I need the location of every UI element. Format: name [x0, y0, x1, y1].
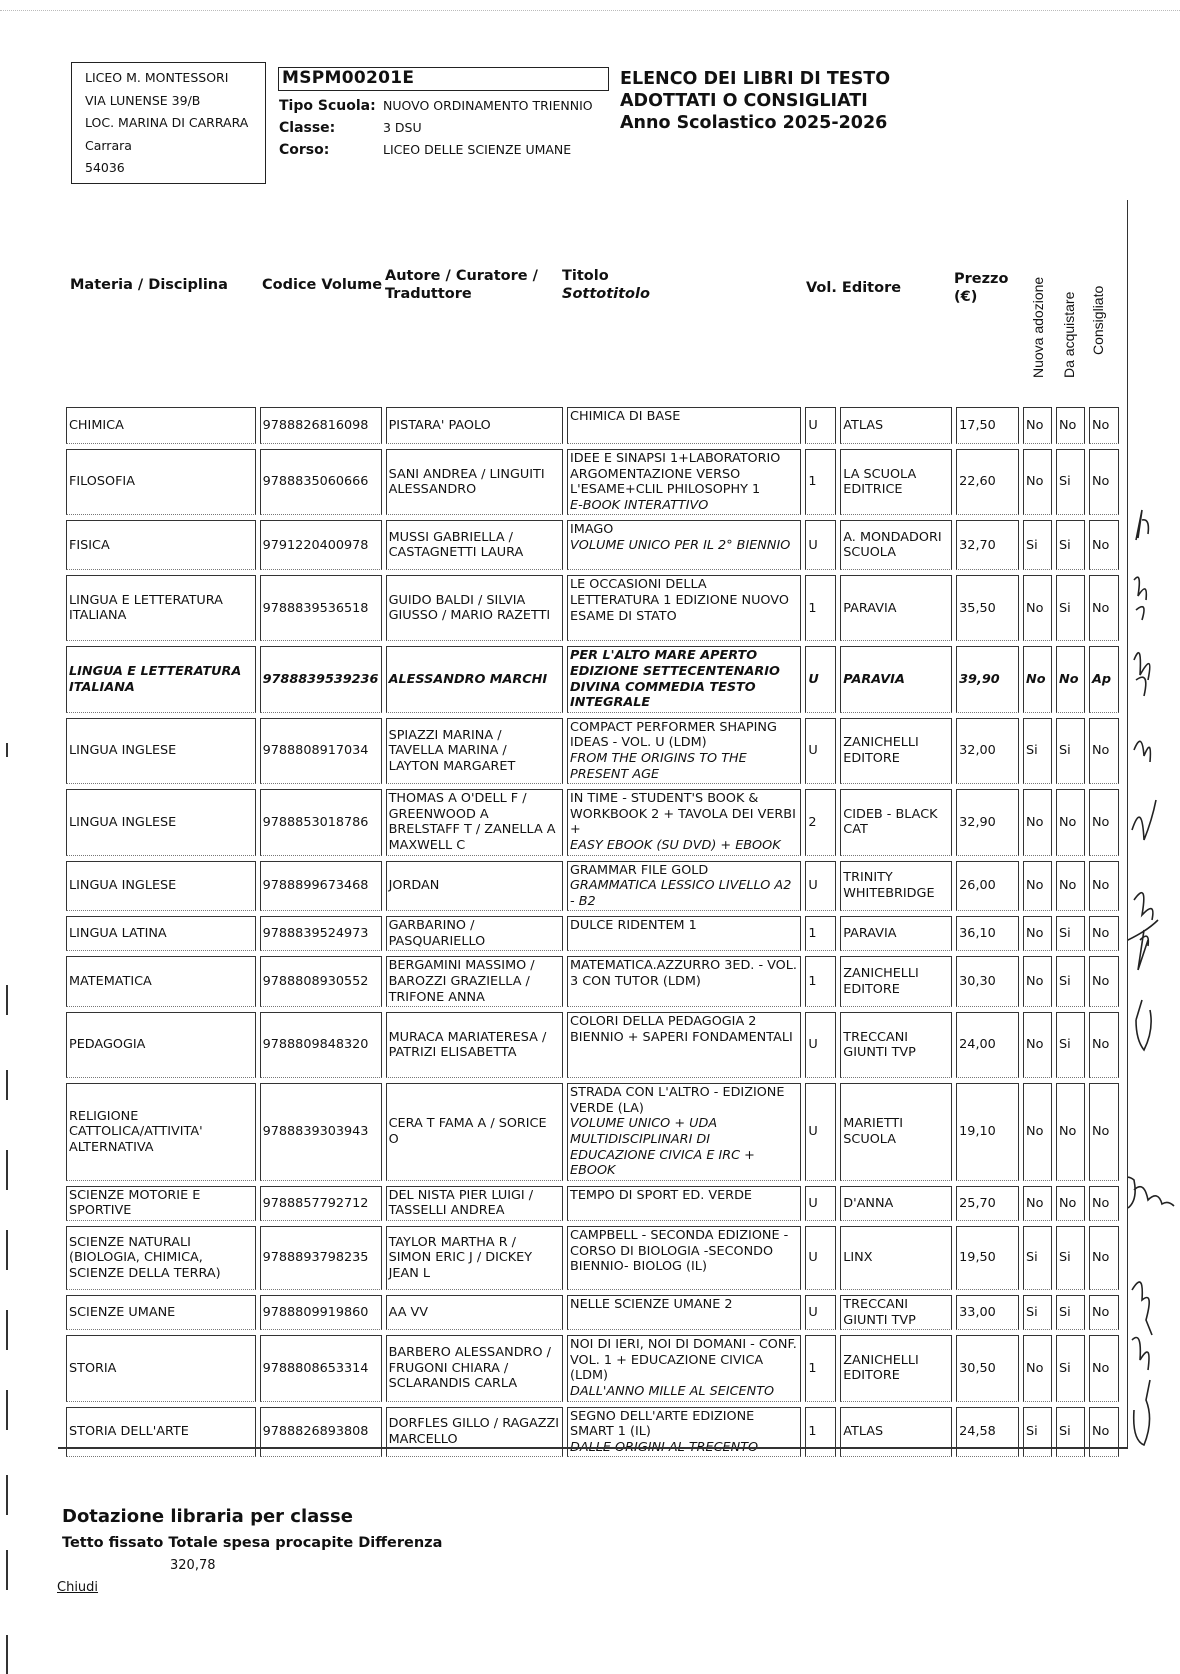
- cell-codice: 9788839539236: [260, 646, 382, 712]
- cell-editore: TRINITY WHITEBRIDGE: [840, 861, 952, 912]
- scan-margin-mark: [6, 1070, 8, 1100]
- cell-prezzo: 24,00: [956, 1012, 1019, 1078]
- cell-titolo: [567, 646, 801, 712]
- cell-vol: 1: [805, 1335, 836, 1401]
- cell-da-acquistare: Si: [1056, 1226, 1085, 1290]
- cell-consigliato: No: [1089, 1186, 1119, 1221]
- book-subtitle: DALLE ORIGINI AL TRECENTO: [570, 1439, 759, 1455]
- school-city: Carrara: [85, 137, 132, 153]
- cell-consigliato: No: [1089, 1083, 1119, 1181]
- header-prezzo: [954, 270, 1008, 306]
- book-title: PER L'ALTO MARE APERTO EDIZIONE SETTECENTENARIO DIVINA COMMEDIA TESTO INTEGRALE: [570, 648, 780, 711]
- cell-materia: STORIA: [66, 1335, 256, 1401]
- meta-tipo-scuola: [279, 95, 593, 117]
- book-subtitle: VOLUME UNICO + UDA MULTIDISCIPLINARI DI EDUCAZIONE CIVICA E IRC + EBOOK: [570, 1116, 755, 1179]
- cell-materia: STORIA DELL'ARTE: [66, 1407, 256, 1458]
- table-row: [66, 1335, 1119, 1401]
- cell-consigliato: No: [1089, 789, 1119, 855]
- cell-autore: AA VV: [386, 1295, 563, 1330]
- signature-mark: [1132, 1338, 1149, 1371]
- cell-da-acquistare: Si: [1056, 916, 1085, 951]
- cell-autore: SANI ANDREA / LINGUITI ALESSANDRO: [386, 449, 563, 515]
- cell-vol: U: [805, 1295, 836, 1330]
- scan-margin-mark: [6, 1390, 8, 1430]
- cell-codice: 9788826893808: [260, 1407, 382, 1458]
- cell-prezzo: 24,58: [956, 1407, 1019, 1458]
- cell-codice: 9788857792712: [260, 1186, 382, 1221]
- title-line-3: Anno Scolastico 2025-2026: [620, 113, 888, 133]
- cell-editore: TRECCANI GIUNTI TVP: [840, 1012, 952, 1078]
- cell-prezzo: 36,10: [956, 916, 1019, 951]
- cell-titolo: [567, 789, 801, 855]
- cell-autore: PISTARA' PAOLO: [386, 407, 563, 444]
- cell-editore: A. MONDADORI SCUOLA: [840, 520, 952, 570]
- cell-editore: ATLAS: [840, 1407, 952, 1458]
- cell-consigliato: No: [1089, 520, 1119, 570]
- scan-margin-mark: [6, 1550, 8, 1590]
- cell-da-acquistare: No: [1056, 1186, 1085, 1221]
- cell-da-acquistare: No: [1056, 646, 1085, 712]
- header-consigliato: Consigliato: [1090, 285, 1106, 355]
- cell-editore: PARAVIA: [840, 646, 952, 712]
- cell-nuova-adozione: Si: [1023, 1226, 1052, 1290]
- cell-da-acquistare: Si: [1056, 718, 1085, 784]
- table-row: [66, 1407, 1119, 1458]
- cell-editore: LA SCUOLA EDITRICE: [840, 449, 952, 515]
- cell-vol: 1: [805, 1407, 836, 1458]
- cell-consigliato: No: [1089, 1012, 1119, 1078]
- cell-editore: PARAVIA: [840, 575, 952, 641]
- school-locality: LOC. MARINA DI CARRARA: [85, 115, 249, 130]
- cell-materia: LINGUA INGLESE: [66, 789, 256, 855]
- cell-vol: U: [805, 1012, 836, 1078]
- cell-nuova-adozione: No: [1023, 1335, 1052, 1401]
- book-title: CAMPBELL - SECONDA EDIZIONE - CORSO DI BIOLOGIA -SECONDO BIENNIO- BIOLOG (IL): [570, 1228, 789, 1275]
- cell-materia: CHIMICA: [66, 407, 256, 444]
- cell-nuova-adozione: Si: [1023, 520, 1052, 570]
- cell-autore: GUIDO BALDI / SILVIA GIUSSO / MARIO RAZETTI: [386, 575, 563, 641]
- book-title: MATEMATICA.AZZURRO 3ED. - VOL. 3 CON TUTOR (LDM): [570, 958, 797, 990]
- cell-vol: 1: [805, 956, 836, 1007]
- cell-editore: ZANICHELLI EDITORE: [840, 718, 952, 784]
- cell-vol: U: [805, 1226, 836, 1290]
- book-title: COMPACT PERFORMER SHAPING IDEAS - VOL. U (LDM): [570, 719, 777, 751]
- signature-mark: [1136, 510, 1148, 540]
- cell-editore: CIDEB - BLACK CAT: [840, 789, 952, 855]
- cell-consigliato: No: [1089, 916, 1119, 951]
- table-row: [66, 646, 1119, 712]
- cell-vol: 1: [805, 449, 836, 515]
- cell-autore: CERA T FAMA A / SORICE O: [386, 1083, 563, 1181]
- cell-editore: ATLAS: [840, 407, 952, 444]
- cell-vol: U: [805, 718, 836, 784]
- scan-margin-mark: [6, 1230, 8, 1270]
- corso-label: Corso:: [279, 142, 330, 158]
- cell-titolo: [567, 916, 801, 951]
- cell-materia: PEDAGOGIA: [66, 1012, 256, 1078]
- meta-corso: [279, 139, 593, 161]
- table-row: [66, 789, 1119, 855]
- cell-nuova-adozione: No: [1023, 956, 1052, 1007]
- cell-vol: U: [805, 407, 836, 444]
- cell-consigliato: No: [1089, 575, 1119, 641]
- table-row: [66, 520, 1119, 570]
- cell-da-acquistare: Si: [1056, 1012, 1085, 1078]
- header-nuova-adozione: Nuova adozione: [1030, 276, 1046, 378]
- title-line-1: ELENCO DEI LIBRI DI TESTO: [620, 69, 891, 89]
- book-title: NOI DI IERI, NOI DI DOMANI - CONF. VOL. 1 + EDUCAZIONE CIVICA (LDM): [570, 1337, 797, 1384]
- cell-titolo: [567, 575, 801, 641]
- book-title: IDEE E SINAPSI 1+LABORATORIO ARGOMENTAZIONE VERSO L'ESAME+CLIL PHILOSOPHY 1: [570, 451, 781, 498]
- book-subtitle: EASY EBOOK (SU DVD) + EBOOK: [570, 837, 781, 853]
- cell-materia: SCIENZE NATURALI (BIOLOGIA, CHIMICA, SCIENZE DELLA TERRA): [66, 1226, 256, 1290]
- cell-autore: BARBERO ALESSANDRO / FRUGONI CHIARA / SCLARANDIS CARLA: [386, 1335, 563, 1401]
- cell-titolo: [567, 1335, 801, 1401]
- header-prezzo-label: Prezzo: [954, 271, 1009, 287]
- header-codice: Codice Volume: [262, 277, 383, 293]
- footer-totale-spesa: 320,78: [170, 1558, 216, 1573]
- cell-codice: 9788835060666: [260, 449, 382, 515]
- book-subtitle: GRAMMATICA LESSICO LIVELLO A2 - B2: [570, 878, 792, 909]
- cell-autore: DEL NISTA PIER LUIGI / TASSELLI ANDREA: [386, 1186, 563, 1221]
- signature-mark: [1134, 893, 1153, 920]
- signature-mark: [1134, 741, 1150, 762]
- cell-materia: LINGUA E LETTERATURA ITALIANA: [66, 646, 256, 712]
- cell-codice: 9788893798235: [260, 1226, 382, 1290]
- cell-consigliato: No: [1089, 956, 1119, 1007]
- cell-autore: MURACA MARIATERESA / PATRIZI ELISABETTA: [386, 1012, 563, 1078]
- cell-consigliato: No: [1089, 1335, 1119, 1401]
- book-title: STRADA CON L'ALTRO - EDIZIONE VERDE (LA): [570, 1085, 785, 1116]
- cell-vol: U: [805, 1186, 836, 1221]
- cell-prezzo: 32,70: [956, 520, 1019, 570]
- cell-prezzo: 35,50: [956, 575, 1019, 641]
- scan-margin-mark: [6, 1310, 8, 1350]
- cell-nuova-adozione: No: [1023, 407, 1052, 444]
- cell-materia: SCIENZE UMANE: [66, 1295, 256, 1330]
- school-address: VIA LUNENSE 39/B: [85, 92, 201, 108]
- signature-mark: [1132, 800, 1156, 840]
- cell-editore: ZANICHELLI EDITORE: [840, 1335, 952, 1401]
- school-address-box: [71, 62, 266, 184]
- cell-da-acquistare: Si: [1056, 1407, 1085, 1458]
- cell-materia: RELIGIONE CATTOLICA/ATTIVITA' ALTERNATIVA: [66, 1083, 256, 1181]
- table-row: [66, 1012, 1119, 1078]
- table-bottom-border: [58, 1447, 1128, 1449]
- cell-da-acquistare: No: [1056, 861, 1085, 912]
- cell-vol: U: [805, 1083, 836, 1181]
- tipo-scuola-label: Tipo Scuola:: [279, 98, 376, 114]
- book-title: DULCE RIDENTEM 1: [570, 918, 697, 934]
- cell-titolo: [567, 407, 801, 444]
- cell-nuova-adozione: No: [1023, 789, 1052, 855]
- cell-prezzo: 33,00: [956, 1295, 1019, 1330]
- cell-vol: U: [805, 646, 836, 712]
- book-title: COLORI DELLA PEDAGOGIA 2 BIENNIO + SAPERI FONDAMENTALI: [570, 1014, 793, 1045]
- cell-editore: MARIETTI SCUOLA: [840, 1083, 952, 1181]
- cell-da-acquistare: Si: [1056, 449, 1085, 515]
- header-da-acquistare: Da acquistare: [1061, 291, 1077, 378]
- cell-titolo: [567, 1407, 801, 1458]
- cell-nuova-adozione: Si: [1023, 1295, 1052, 1330]
- cell-vol: 1: [805, 575, 836, 641]
- cell-autore: SPIAZZI MARINA / TAVELLA MARINA / LAYTON MARGARET: [386, 718, 563, 784]
- cell-editore: PARAVIA: [840, 916, 952, 951]
- cell-prezzo: 19,50: [956, 1226, 1019, 1290]
- signature-mark: [1134, 1380, 1150, 1445]
- cell-autore: ALESSANDRO MARCHI: [386, 646, 563, 712]
- cell-titolo: [567, 1226, 801, 1290]
- cell-prezzo: 19,10: [956, 1083, 1019, 1181]
- book-subtitle: DALL'ANNO MILLE AL SEICENTO: [570, 1383, 775, 1399]
- cell-nuova-adozione: No: [1023, 646, 1052, 712]
- cell-editore: LINX: [840, 1226, 952, 1290]
- table-row: [66, 1186, 1119, 1221]
- signature-mark: [1136, 1000, 1151, 1050]
- cell-autore: GARBARINO / PASQUARIELLO: [386, 916, 563, 951]
- cell-nuova-adozione: Si: [1023, 1407, 1052, 1458]
- document-title: [620, 68, 890, 134]
- cell-editore: ZANICHELLI EDITORE: [840, 956, 952, 1007]
- table-row: [66, 1226, 1119, 1290]
- cell-consigliato: No: [1089, 1407, 1119, 1458]
- cell-codice: 9788853018786: [260, 789, 382, 855]
- book-title: CHIMICA DI BASE: [570, 409, 681, 424]
- table-row: [66, 1295, 1119, 1330]
- scan-margin-mark: [6, 743, 8, 757]
- signature-mark: [1134, 577, 1146, 620]
- cell-consigliato: No: [1089, 449, 1119, 515]
- meta-classe: [279, 117, 593, 139]
- cell-editore: D'ANNA: [840, 1186, 952, 1221]
- table-row: [66, 575, 1119, 641]
- cell-prezzo: 30,30: [956, 956, 1019, 1007]
- cell-materia: FILOSOFIA: [66, 449, 256, 515]
- page-top-border: [0, 10, 1180, 11]
- cell-da-acquistare: Si: [1056, 575, 1085, 641]
- cell-consigliato: No: [1089, 407, 1119, 444]
- cell-titolo: [567, 1083, 801, 1181]
- cell-autore: BERGAMINI MASSIMO / BAROZZI GRAZIELLA / TRIFONE ANNA: [386, 956, 563, 1007]
- footer-columns: Tetto fissato Totale spesa procapite Differenza: [62, 1535, 443, 1551]
- school-zip: 54036: [85, 160, 125, 175]
- book-title: TEMPO DI SPORT ED. VERDE: [570, 1187, 753, 1203]
- header-autore-line1: Autore / Curatore /: [385, 268, 538, 284]
- cell-da-acquistare: Si: [1056, 956, 1085, 1007]
- signature-mark: [1128, 1177, 1174, 1208]
- cell-nuova-adozione: No: [1023, 575, 1052, 641]
- cell-autore: THOMAS A O'DELL F / GREENWOOD A BRELSTAFF T / ZANELLA A MAXWELL C: [386, 789, 563, 855]
- cell-consigliato: Ap: [1089, 646, 1119, 712]
- signature-mark: [1134, 653, 1150, 696]
- cell-titolo: [567, 1295, 801, 1330]
- scan-margin-mark: [6, 1635, 8, 1674]
- cell-da-acquistare: No: [1056, 789, 1085, 855]
- cell-materia: LINGUA LATINA: [66, 916, 256, 951]
- cell-consigliato: No: [1089, 718, 1119, 784]
- scan-margin-mark: [6, 1150, 8, 1190]
- header-materia: Materia / Disciplina: [70, 277, 228, 293]
- classe-value: 3 DSU: [383, 120, 422, 135]
- cell-titolo: [567, 861, 801, 912]
- header-autore-line2: Traduttore: [385, 286, 472, 302]
- classe-label: Classe:: [279, 120, 336, 136]
- school-name: LICEO M. MONTESSORI: [85, 70, 229, 85]
- header-sottotitolo: Sottotitolo: [562, 286, 650, 302]
- table-row: [66, 718, 1119, 784]
- cell-codice: 9788808930552: [260, 956, 382, 1007]
- cell-consigliato: No: [1089, 1226, 1119, 1290]
- cell-materia: FISICA: [66, 520, 256, 570]
- cell-autore: MUSSI GABRIELLA / CASTAGNETTI LAURA: [386, 520, 563, 570]
- scan-margin-mark: [6, 985, 8, 1015]
- cell-autore: TAYLOR MARTHA R / SIMON ERIC J / DICKEY JEAN L: [386, 1226, 563, 1290]
- cell-nuova-adozione: No: [1023, 1186, 1052, 1221]
- cell-titolo: [567, 449, 801, 515]
- table-row: [66, 407, 1119, 444]
- corso-value: LICEO DELLE SCIENZE UMANE: [383, 142, 572, 157]
- scan-margin-mark: [6, 1475, 8, 1515]
- cell-vol: 1: [805, 916, 836, 951]
- cell-prezzo: 25,70: [956, 1186, 1019, 1221]
- cell-prezzo: 39,90: [956, 646, 1019, 712]
- cell-da-acquistare: No: [1056, 407, 1085, 444]
- book-subtitle: VOLUME UNICO PER IL 2° BIENNIO: [570, 537, 791, 553]
- header-autore: [385, 267, 538, 303]
- cell-materia: LINGUA INGLESE: [66, 861, 256, 912]
- cell-codice: 9788826816098: [260, 407, 382, 444]
- table-row: [66, 916, 1119, 951]
- cell-prezzo: 32,90: [956, 789, 1019, 855]
- cell-materia: SCIENZE MOTORIE E SPORTIVE: [66, 1186, 256, 1221]
- signature-mark: [1132, 1282, 1152, 1335]
- school-code: MSPM00201E: [278, 67, 609, 91]
- table-row: [66, 1083, 1119, 1181]
- cell-titolo: [567, 718, 801, 784]
- book-title: IN TIME - STUDENT'S BOOK & WORKBOOK 2 + TAVOLA DEI VERBI +: [570, 791, 796, 838]
- cell-da-acquistare: Si: [1056, 1335, 1085, 1401]
- cell-da-acquistare: Si: [1056, 1295, 1085, 1330]
- cell-codice: 9788839524973: [260, 916, 382, 951]
- cell-editore: TRECCANI GIUNTI TVP: [840, 1295, 952, 1330]
- header-titolo-line1: Titolo: [562, 268, 609, 284]
- cell-consigliato: No: [1089, 1295, 1119, 1330]
- table-row: [66, 861, 1119, 912]
- cell-vol: 2: [805, 789, 836, 855]
- cell-da-acquistare: No: [1056, 1083, 1085, 1181]
- table-row: [66, 449, 1119, 515]
- cell-autore: JORDAN: [386, 861, 563, 912]
- cell-codice: 9788839303943: [260, 1083, 382, 1181]
- handwritten-signatures: [1128, 500, 1180, 1460]
- book-title: LE OCCASIONI DELLA LETTERATURA 1 EDIZIONE NUOVO ESAME DI STATO: [570, 577, 789, 624]
- footer-title: Dotazione libraria per classe: [62, 1506, 353, 1527]
- table-row: [66, 956, 1119, 1007]
- title-line-2: ADOTTATI O CONSIGLIATI: [620, 91, 868, 111]
- book-title: SEGNO DELL'ARTE EDIZIONE SMART 1 (IL): [570, 1408, 755, 1440]
- cell-codice: 9788808917034: [260, 718, 382, 784]
- cell-nuova-adozione: No: [1023, 861, 1052, 912]
- cell-consigliato: No: [1089, 861, 1119, 912]
- cell-materia: LINGUA E LETTERATURA ITALIANA: [66, 575, 256, 641]
- cell-nuova-adozione: No: [1023, 1012, 1052, 1078]
- cell-codice: 9788809848320: [260, 1012, 382, 1078]
- books-table: [62, 402, 1123, 1462]
- cell-nuova-adozione: No: [1023, 1083, 1052, 1181]
- class-meta: [279, 95, 593, 161]
- tipo-scuola-value: NUOVO ORDINAMENTO TRIENNIO: [383, 98, 593, 113]
- cell-codice: 9788809919860: [260, 1295, 382, 1330]
- cell-codice: 9788899673468: [260, 861, 382, 912]
- cell-prezzo: 30,50: [956, 1335, 1019, 1401]
- cell-codice: 9788808653314: [260, 1335, 382, 1401]
- cell-autore: DORFLES GILLO / RAGAZZI MARCELLO: [386, 1407, 563, 1458]
- cell-materia: MATEMATICA: [66, 956, 256, 1007]
- cell-da-acquistare: Si: [1056, 520, 1085, 570]
- book-subtitle: E-BOOK INTERATTIVO: [570, 497, 709, 513]
- cell-prezzo: 17,50: [956, 407, 1019, 444]
- header-titolo: [562, 267, 650, 303]
- book-title: GRAMMAR FILE GOLD: [570, 862, 709, 878]
- cell-prezzo: 26,00: [956, 861, 1019, 912]
- cell-vol: U: [805, 520, 836, 570]
- book-subtitle: FROM THE ORIGINS TO THE PRESENT AGE: [570, 750, 747, 782]
- cell-titolo: [567, 1012, 801, 1078]
- cell-prezzo: 22,60: [956, 449, 1019, 515]
- cell-titolo: [567, 1186, 801, 1221]
- cell-titolo: [567, 956, 801, 1007]
- cell-nuova-adozione: No: [1023, 916, 1052, 951]
- close-link[interactable]: Chiudi: [57, 1580, 99, 1595]
- cell-nuova-adozione: No: [1023, 449, 1052, 515]
- cell-codice: 9791220400978: [260, 520, 382, 570]
- cell-materia: LINGUA INGLESE: [66, 718, 256, 784]
- book-title: NELLE SCIENZE UMANE 2: [570, 1297, 733, 1312]
- cell-prezzo: 32,00: [956, 718, 1019, 784]
- header-prezzo-unit: (€): [954, 289, 978, 305]
- book-title: IMAGO: [570, 522, 614, 538]
- cell-nuova-adozione: Si: [1023, 718, 1052, 784]
- cell-titolo: [567, 520, 801, 570]
- header-vol-editore: Vol. Editore: [806, 280, 902, 296]
- cell-codice: 9788839536518: [260, 575, 382, 641]
- cell-vol: U: [805, 861, 836, 912]
